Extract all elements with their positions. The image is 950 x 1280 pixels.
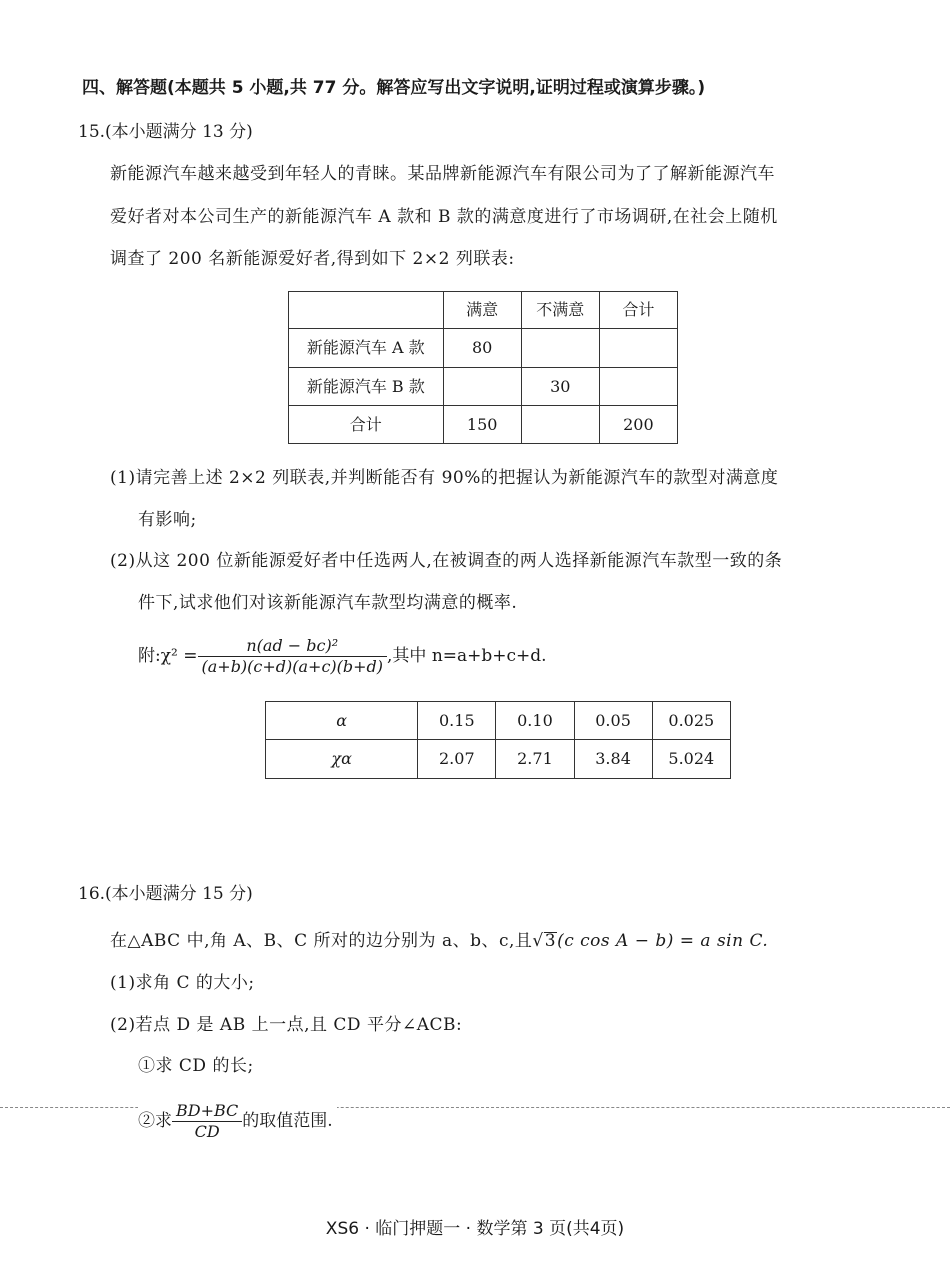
- q15-part2-line-1: (2)从这 200 位新能源爱好者中任选两人,在被调查的两人选择新能源汽车款型一致的条: [110, 551, 783, 571]
- table-cell: [521, 329, 599, 368]
- table-cell: 5.024: [652, 740, 730, 779]
- q16-part1: (1)求角 C 的大小;: [110, 973, 255, 993]
- row-label: 新能源汽车 B 款: [289, 368, 444, 406]
- header-cell-blank: [289, 292, 444, 329]
- row-label: 合计: [289, 406, 444, 444]
- row-label: 新能源汽车 A 款: [289, 329, 444, 368]
- table-cell: 3.84: [574, 740, 652, 779]
- table-cell: [599, 329, 677, 368]
- table-row: [289, 329, 678, 368]
- formula-suffix: ,其中 n=a+b+c+d.: [387, 646, 547, 666]
- q16-sub2-denominator: CD: [194, 1122, 220, 1141]
- header-cell-total: 合计: [599, 292, 677, 329]
- q15-part2-line-2: 件下,试求他们对该新能源汽车款型均满意的概率.: [138, 593, 518, 613]
- table-cell: 80: [443, 329, 521, 368]
- header-cell-satisfied: 满意: [443, 292, 521, 329]
- q16-statement-post: (c cos A − b) = a sin C.: [557, 931, 769, 951]
- table-cell: 200: [599, 406, 677, 444]
- critical-value-table: [265, 701, 731, 779]
- q16-sub1: ①求 CD 的长;: [138, 1056, 254, 1076]
- q16-sub2-fraction: [172, 1101, 242, 1142]
- q16-sub2-suffix: 的取值范围.: [242, 1111, 333, 1131]
- formula-fraction: [198, 636, 388, 677]
- chi-square-formula: [138, 636, 547, 677]
- q16-sub2-prefix: ②求: [138, 1111, 172, 1131]
- contingency-table: [288, 291, 678, 444]
- section-heading: 四、解答题(本题共 5 小题,共 77 分。解答应写出文字说明,证明过程或演算步骤。): [82, 78, 706, 98]
- sqrt-sign: √: [532, 931, 544, 951]
- table-cell: 0.025: [652, 702, 730, 740]
- page-footer: XS6 · 临门押题一 · 数学第 3 页(共4页): [325, 1219, 625, 1239]
- q16-sub2-numerator: BD+BC: [172, 1101, 242, 1122]
- row-label-chi: χα: [266, 740, 418, 779]
- row-label-alpha: α: [266, 702, 418, 740]
- table-cell: 2.71: [496, 740, 574, 779]
- table-cell: 2.07: [418, 740, 496, 779]
- table-row: [266, 702, 731, 740]
- q15-intro-line-3: 调查了 200 名新能源爱好者,得到如下 2×2 列联表:: [110, 249, 515, 269]
- table-row: [289, 368, 678, 406]
- contingency-header-row: [289, 292, 678, 329]
- q16-statement: [110, 932, 768, 950]
- table-row: [266, 740, 731, 779]
- sqrt-radicand: 3: [544, 931, 557, 951]
- formula-prefix: 附:χ² =: [138, 646, 198, 666]
- table-cell: [599, 368, 677, 406]
- q15-part1-line-2: 有影响;: [138, 510, 197, 530]
- table-row: [289, 406, 678, 444]
- table-cell: [443, 368, 521, 406]
- table-cell: 150: [443, 406, 521, 444]
- table-cell: 0.10: [496, 702, 574, 740]
- table-cell: 0.15: [418, 702, 496, 740]
- q15-header: 15.(本小题满分 13 分): [78, 122, 253, 142]
- table-cell: [521, 406, 599, 444]
- q15-intro-line-1: 新能源汽车越来越受到年轻人的青睐。某品牌新能源汽车有限公司为了了解新能源汽车: [110, 164, 775, 184]
- table-cell: 30: [521, 368, 599, 406]
- q16-sub2: [138, 1101, 337, 1142]
- formula-numerator: n(ad − bc)²: [198, 636, 388, 657]
- formula-denominator: (a+b)(c+d)(a+c)(b+d): [201, 657, 384, 676]
- q16-statement-pre: 在△ABC 中,角 A、B、C 所对的边分别为 a、b、c,且: [110, 931, 533, 951]
- q15-intro-line-2: 爱好者对本公司生产的新能源汽车 A 款和 B 款的满意度进行了市场调研,在社会上随机: [110, 207, 778, 227]
- q15-part1-line-1: (1)请完善上述 2×2 列联表,并判断能否有 90%的把握认为新能源汽车的款型对满意度: [110, 468, 779, 488]
- q16-header: 16.(本小题满分 15 分): [78, 884, 253, 904]
- header-cell-unsatisfied: 不满意: [521, 292, 599, 329]
- q16-part2: (2)若点 D 是 AB 上一点,且 CD 平分∠ACB:: [110, 1015, 463, 1035]
- table-cell: 0.05: [574, 702, 652, 740]
